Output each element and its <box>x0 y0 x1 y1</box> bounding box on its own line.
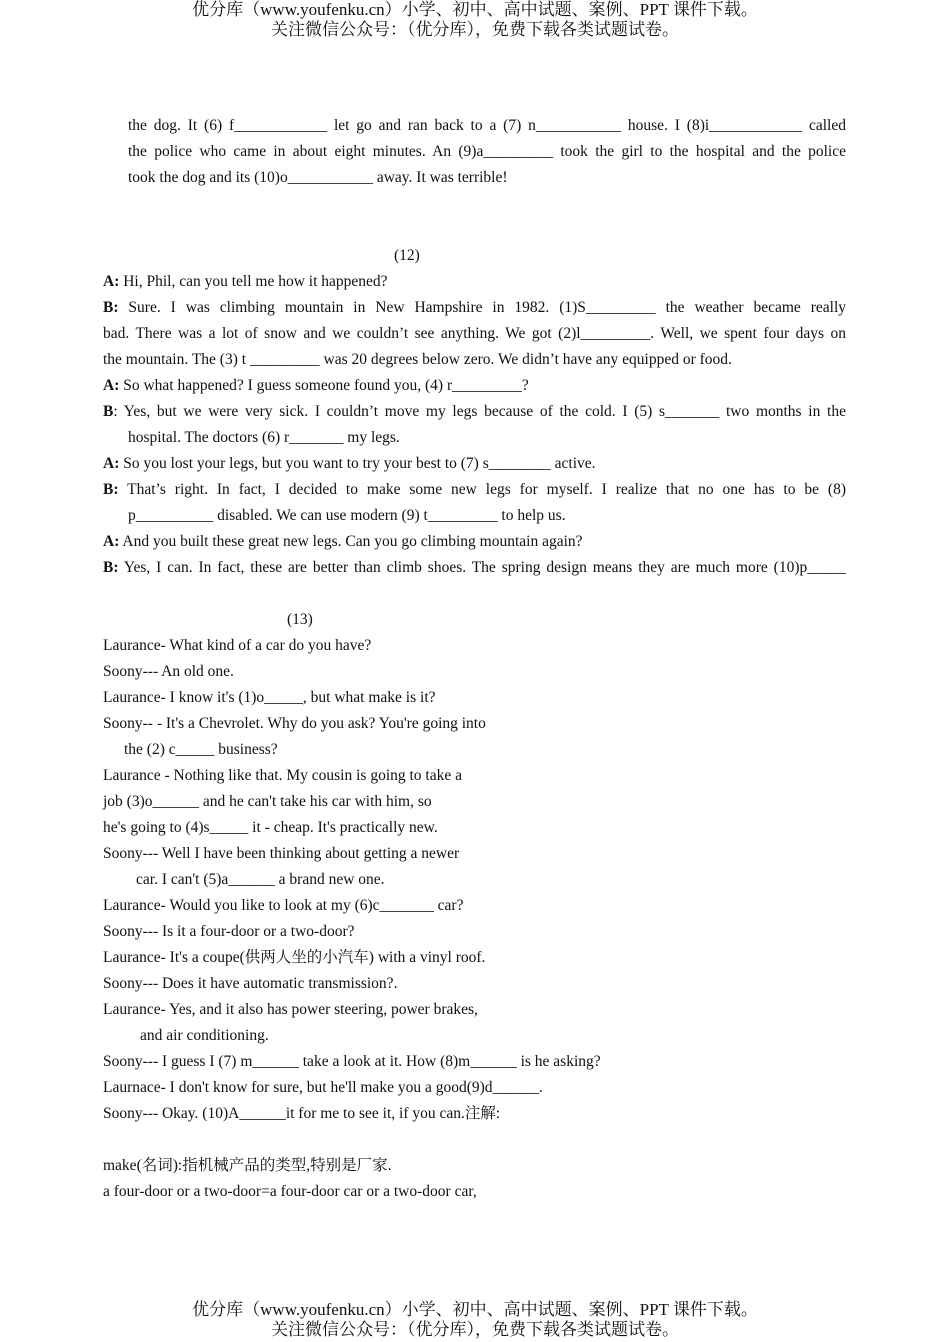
dialogue-line: hospital. The doctors (6) r_______ my legs. <box>128 429 400 446</box>
dialogue-line: p__________ disabled. We can use modern (9) t_________ to help us. <box>128 507 566 524</box>
dialogue-line: Soony--- Well I have been thinking about getting a newer <box>103 845 460 862</box>
passage-line: took the dog and its (10)o___________ away. It was terrible! <box>128 169 508 186</box>
speaker-label: A: <box>103 455 120 472</box>
dialogue-line <box>103 532 583 552</box>
footer-line-2: 关注微信公众号：（优分库），免费下载各类试题试卷。 <box>271 1320 679 1339</box>
speaker-label: B: <box>103 299 119 316</box>
dialogue-line: and air conditioning. <box>140 1027 269 1044</box>
header-line-2: 关注微信公众号：（优分库），免费下载各类试题试卷。 <box>271 20 679 39</box>
section-number: (12) <box>394 247 420 264</box>
dialogue-line <box>103 558 846 578</box>
dialogue-text: So what happened? I guess someone found you, (4) r_________? <box>119 377 529 394</box>
dialogue-line: Laurance- Yes, and it also has power steering, power brakes, <box>103 1001 478 1018</box>
dialogue-line: the mountain. The (3) t _________ was 20 degrees below zero. We didn’t have any equipped or food. <box>103 351 732 368</box>
dialogue-line: car. I can't (5)a______ a brand new one. <box>136 871 385 888</box>
dialogue-text: And you built these great new legs. Can you go climbing mountain again? <box>119 533 583 550</box>
dialogue-text: Sure. I was climbing mountain in New Hampshire in 1982. (1)S_________ the weather became really <box>118 299 846 316</box>
dialogue-text: So you lost your legs, but you want to try your best to (7) s________ active. <box>119 455 596 472</box>
dialogue-line: Laurance- Would you like to look at my (6)c_______ car? <box>103 897 464 914</box>
speaker-label: B: <box>103 481 119 498</box>
note-line: make(名词):指机械产品的类型,特别是厂家. <box>103 1157 392 1174</box>
dialogue-line: Laurance - Nothing like that. My cousin is going to take a <box>103 767 462 784</box>
dialogue-line <box>103 376 529 396</box>
dialogue-line: Soony-- - It's a Chevrolet. Why do you ask? You're going into <box>103 715 486 732</box>
dialogue-text: Yes, I can. In fact, these are better than climb shoes. The spring design means they are much more (10)p_____ <box>118 559 846 576</box>
dialogue-line: the (2) c_____ business? <box>124 741 278 758</box>
dialogue-line: Soony--- I guess I (7) m______ take a look at it. How (8)m______ is he asking? <box>103 1053 601 1070</box>
dialogue-line: Laurnace- I don't know for sure, but he'll make you a good(9)d______. <box>103 1079 543 1096</box>
dialogue-line <box>103 454 596 474</box>
dialogue-line: Soony--- Does it have automatic transmission?. <box>103 975 398 992</box>
dialogue-line <box>103 402 846 422</box>
dialogue-line: Soony--- Okay. (10)A______it for me to see it, if you can.注解: <box>103 1105 501 1122</box>
passage-line: the police who came in about eight minutes. An (9)a_________ took the girl to the hospital and the police <box>128 143 846 160</box>
dialogue-text: : Yes, but we were very sick. I couldn’t move my legs because of the cold. I (5) s_______ two months in the <box>113 403 846 420</box>
speaker-label: A: <box>103 273 120 290</box>
dialogue-line: Soony--- Is it a four-door or a two-door? <box>103 923 355 940</box>
dialogue-line: job (3)o______ and he can't take his car with him, so <box>103 793 432 810</box>
dialogue-line: Laurance- What kind of a car do you have? <box>103 637 372 654</box>
speaker-label: B <box>103 403 114 420</box>
page-footer <box>0 1300 950 1340</box>
dialogue-line <box>103 480 846 500</box>
passage-line: the dog. It (6) f____________ let go and ran back to a (7) n___________ house. I (8)i____________ called <box>128 117 846 134</box>
dialogue-line <box>103 298 846 318</box>
note-line: a four-door or a two-door=a four-door car or a two-door car, <box>103 1183 477 1200</box>
dialogue-line: bad. There was a lot of snow and we couldn’t see anything. We got (2)l_________. Well, we spent four days on <box>103 325 846 342</box>
dialogue-text: That’s right. In fact, I decided to make some new legs for myself. I realize that no one has to be (8) <box>118 481 846 498</box>
dialogue-line: Laurance- I know it's (1)o_____, but what make is it? <box>103 689 436 706</box>
dialogue-line <box>103 272 388 292</box>
dialogue-line: Soony--- An old one. <box>103 663 234 680</box>
dialogue-text: Hi, Phil, can you tell me how it happened? <box>119 273 388 290</box>
header-line-1: 优分库（www.youfenku.cn）小学、初中、高中试题、案例、PPT 课件下载。 <box>192 0 758 19</box>
dialogue-line: Laurance- It's a coupe(供两人坐的小汽车) with a vinyl roof. <box>103 949 486 966</box>
section-number: (13) <box>287 611 313 628</box>
page-header <box>0 0 950 40</box>
dialogue-line: he's going to (4)s_____ it - cheap. It's practically new. <box>103 819 438 836</box>
footer-line-1: 优分库（www.youfenku.cn）小学、初中、高中试题、案例、PPT 课件下载。 <box>192 1300 758 1319</box>
speaker-label: A: <box>103 533 120 550</box>
speaker-label: A: <box>103 377 120 394</box>
speaker-label: B: <box>103 559 119 576</box>
